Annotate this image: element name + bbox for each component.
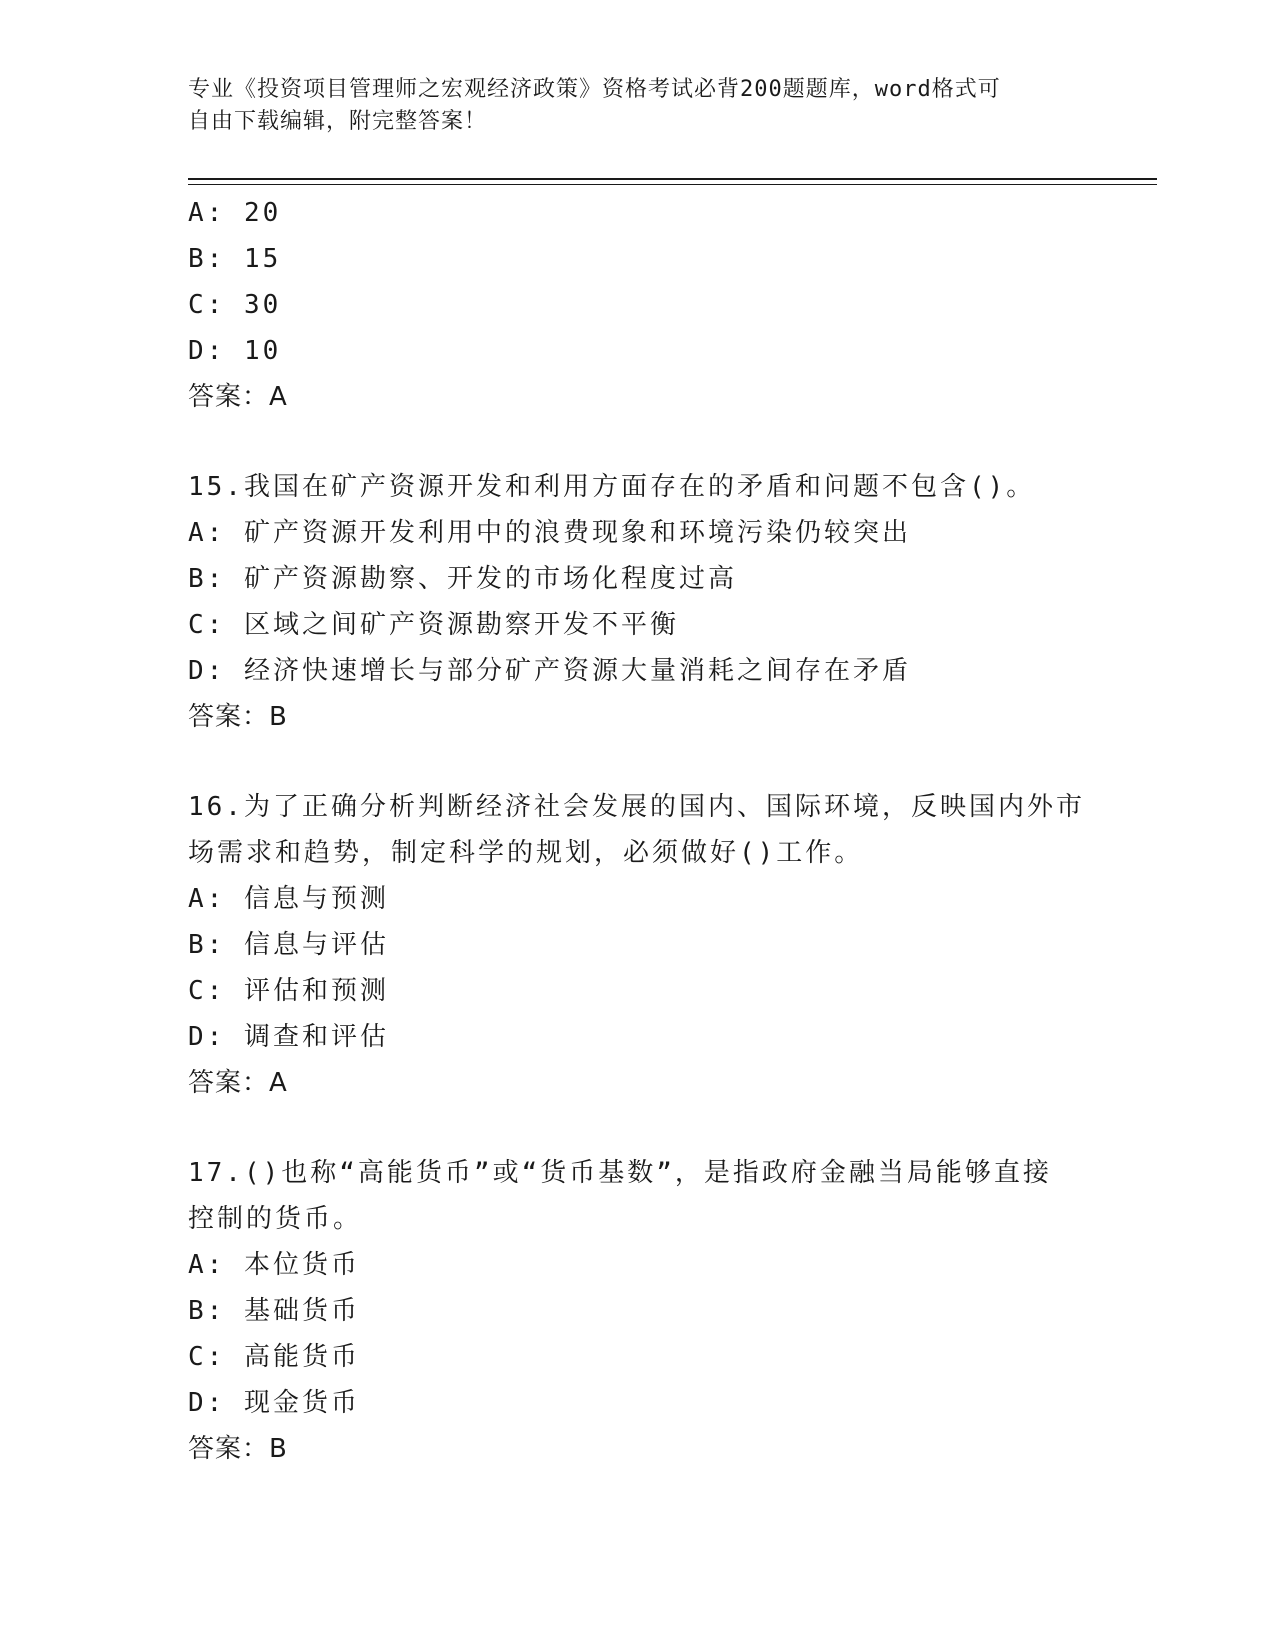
option-b: B: 矿产资源勘察、开发的市场化程度过高 <box>188 564 737 594</box>
option-d: D: 调查和评估 <box>188 1022 389 1052</box>
previous-question-block <box>188 190 1088 420</box>
option-d: D: 10 <box>188 336 282 366</box>
option-c: C: 评估和预测 <box>188 976 389 1006</box>
option-b: B: 15 <box>188 244 282 274</box>
option-c: C: 区域之间矿产资源勘察开发不平衡 <box>188 610 679 640</box>
header-divider-thin <box>188 184 1157 185</box>
header-line-2: 自由下载编辑，附完整答案！ <box>188 109 488 134</box>
option-d: D: 现金货币 <box>188 1388 360 1418</box>
answer-line: 答案：A <box>188 382 288 412</box>
document-header <box>188 74 1088 138</box>
option-c: C: 30 <box>188 290 282 320</box>
question-17-text-line-1: 17.()也称“高能货币”或“货币基数”，是指政府金融当局能够直接 <box>188 1158 1052 1188</box>
answer-line: 答案：B <box>188 1434 288 1464</box>
answer-line: 答案：A <box>188 1068 288 1098</box>
question-17-block <box>188 1150 1088 1472</box>
spacer <box>188 420 1088 464</box>
question-content <box>188 190 1088 1472</box>
option-a: A: 本位货币 <box>188 1250 360 1280</box>
question-16-text-line-2: 场需求和趋势，制定科学的规划，必须做好()工作。 <box>188 838 864 868</box>
option-a: A: 信息与预测 <box>188 884 389 914</box>
question-16-block <box>188 784 1088 1106</box>
option-a: A: 矿产资源开发利用中的浪费现象和环境污染仍较突出 <box>188 518 911 548</box>
option-b: B: 信息与评估 <box>188 930 389 960</box>
question-17-text-line-2: 控制的货币。 <box>188 1204 363 1234</box>
header-divider-thick <box>188 178 1157 180</box>
option-b: B: 基础货币 <box>188 1296 360 1326</box>
question-15-block <box>188 464 1088 740</box>
question-16-text-line-1: 16.为了正确分析判断经济社会发展的国内、国际环境，反映国内外市 <box>188 792 1085 822</box>
answer-line: 答案：B <box>188 702 288 732</box>
spacer <box>188 740 1088 784</box>
spacer <box>188 1106 1088 1150</box>
question-15-text: 15.我国在矿产资源开发和利用方面存在的矛盾和问题不包含()。 <box>188 472 1036 502</box>
option-c: C: 高能货币 <box>188 1342 360 1372</box>
header-line-1: 专业《投资项目管理师之宏观经济政策》资格考试必背200题题库，word格式可 <box>188 77 1001 102</box>
option-d: D: 经济快速增长与部分矿产资源大量消耗之间存在矛盾 <box>188 656 911 686</box>
option-a: A: 20 <box>188 198 282 228</box>
